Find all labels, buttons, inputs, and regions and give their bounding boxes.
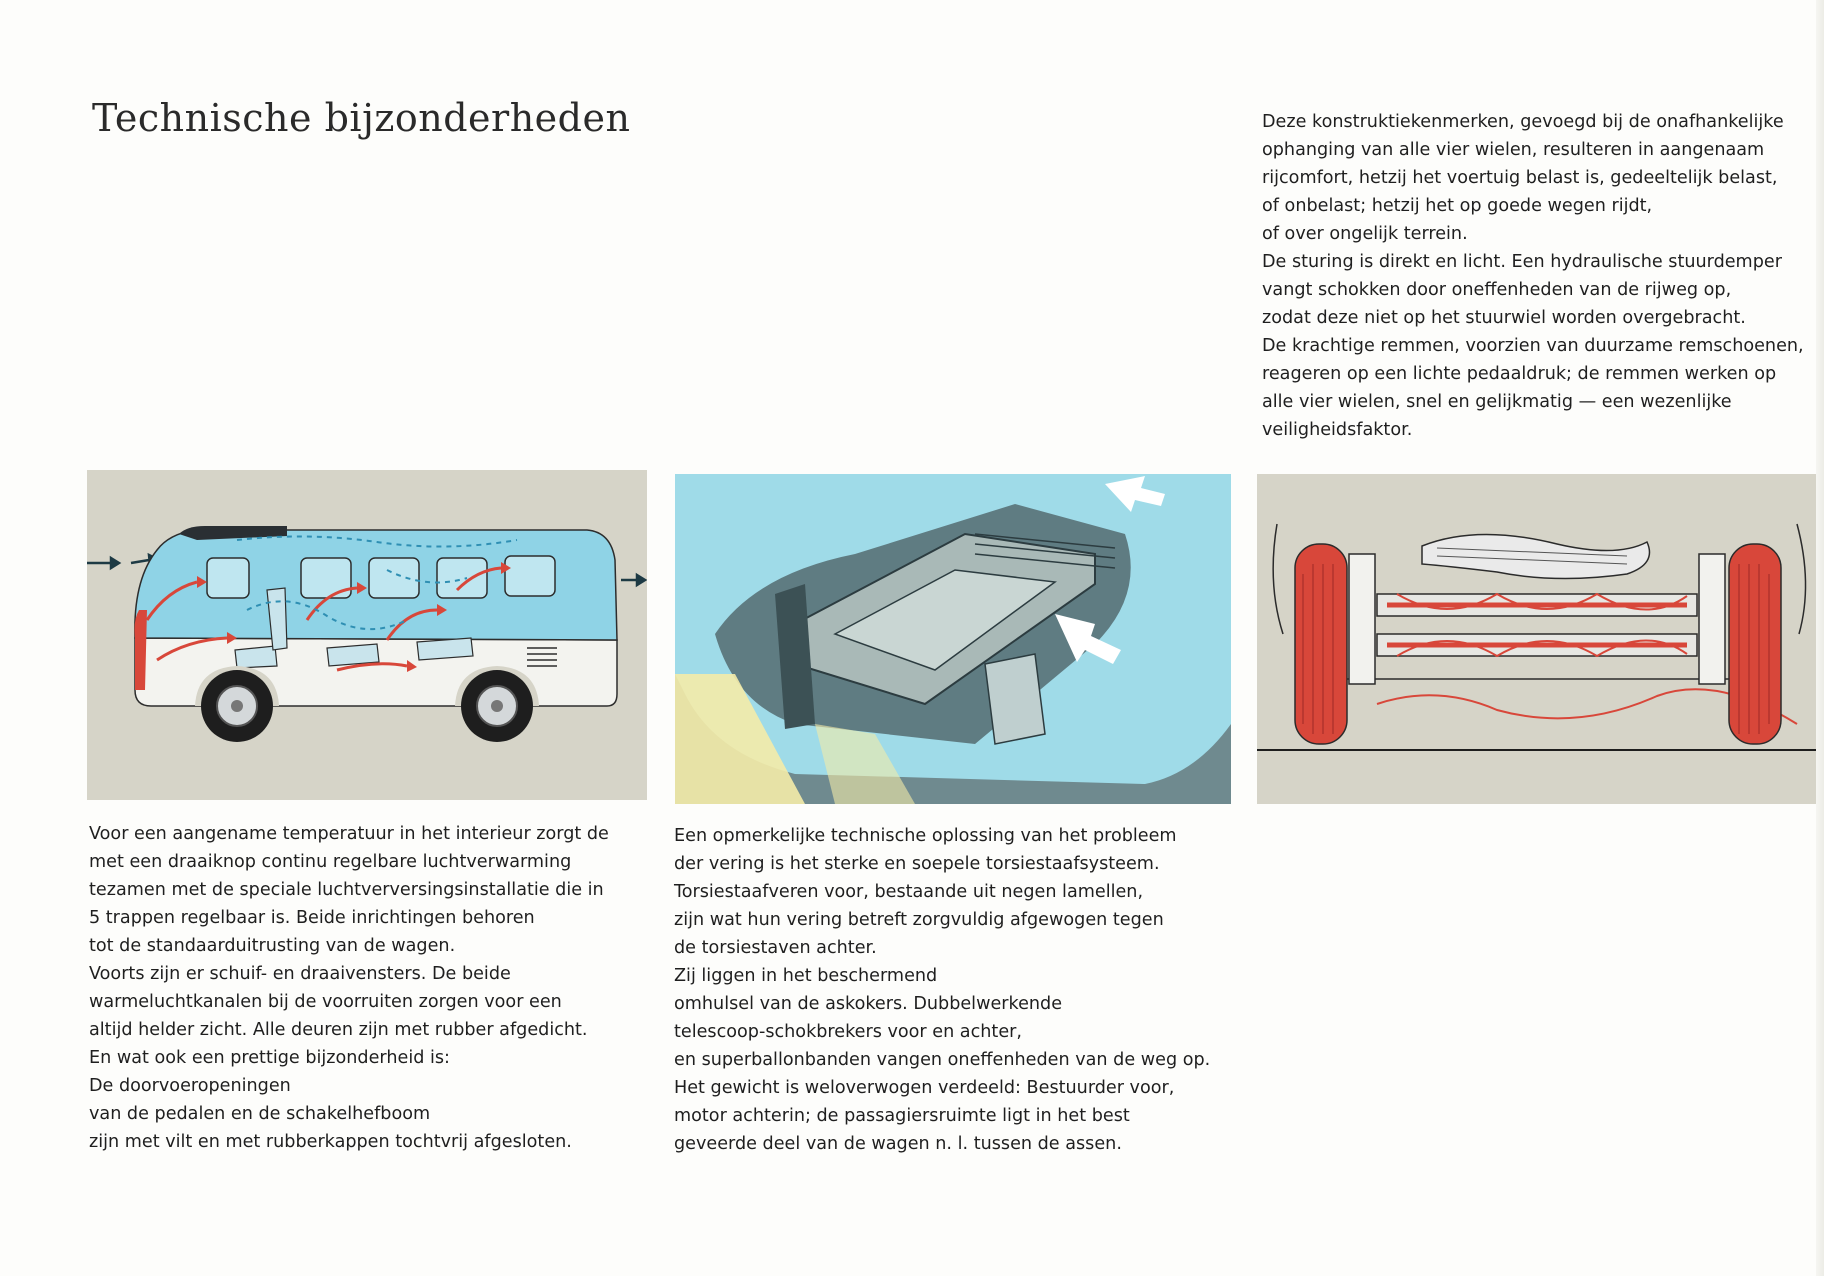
text-line: geveerde deel van de wagen n. l. tussen de assen. [674, 1134, 1122, 1154]
text-line: De doorvoeropeningen [89, 1076, 291, 1096]
text-line: reageren op een lichte pedaaldruk; de remmen werken op [1262, 364, 1777, 384]
text-line: Zij liggen in het beschermend [674, 966, 938, 986]
cab-floor-cutaway-illustration [675, 474, 1231, 804]
text-line: en superballonbanden vangen oneffenheden van de weg op. [674, 1050, 1211, 1070]
bus-ventilation-illustration [87, 470, 647, 800]
text-line: ophanging van alle vier wielen, resulteren in aangenaam [1262, 140, 1765, 160]
text-line: of onbelast; hetzij het op goede wegen rijdt, [1262, 196, 1653, 216]
text-line: Voorts zijn er schuif- en draaivensters. De beide [89, 964, 511, 984]
text-line: van de pedalen en de schakelhefboom [89, 1104, 431, 1124]
text-line: Deze konstruktiekenmerken, gevoegd bij de onafhankelijke [1262, 112, 1784, 132]
page-title: Technische bijzonderheden [92, 96, 631, 140]
text-line: warmeluchtkanalen bij de voorruiten zorgen voor een [89, 992, 562, 1012]
front-axle-torsion-bar-illustration [1257, 474, 1817, 804]
text-line: altijd helder zicht. Alle deuren zijn met rubber afgedicht. [89, 1020, 588, 1040]
text-line: alle vier wielen, snel en gelijkmatig — een wezenlijke [1262, 392, 1732, 412]
text-line: omhulsel van de askokers. Dubbelwerkende [674, 994, 1063, 1014]
text-line: Torsiestaafveren voor, bestaande uit negen lamellen, [674, 882, 1144, 902]
text-line: veiligheidsfaktor. [1262, 420, 1413, 440]
text-line: Het gewicht is weloverwogen verdeeld: Bestuurder voor, [674, 1078, 1175, 1098]
text-line: Voor een aangename temperatuur in het interieur zorgt de [89, 824, 609, 844]
paragraph-suspension-steering-brakes [1262, 108, 1804, 444]
text-line: tot de standaarduitrusting van de wagen. [89, 936, 456, 956]
page-edge-shadow [1816, 0, 1824, 1276]
text-line: de torsiestaven achter. [674, 938, 877, 958]
text-line: De sturing is direkt en licht. Een hydraulische stuurdemper [1262, 252, 1782, 272]
text-line: vangt schokken door oneffenheden van de rijweg op, [1262, 280, 1732, 300]
paragraph-heating-ventilation [89, 820, 609, 1156]
text-line: 5 trappen regelbaar is. Beide inrichtingen behoren [89, 908, 535, 928]
text-line: met een draaiknop continu regelbare luchtverwarming [89, 852, 572, 872]
text-line: zijn wat hun vering betreft zorgvuldig afgewogen tegen [674, 910, 1164, 930]
text-line: Een opmerkelijke technische oplossing van het probleem [674, 826, 1177, 846]
text-line: En wat ook een prettige bijzonderheid is: [89, 1048, 450, 1068]
text-line: rijcomfort, hetzij het voertuig belast is, gedeeltelijk belast, [1262, 168, 1778, 188]
text-line: telescoop-schokbrekers voor en achter, [674, 1022, 1022, 1042]
text-line: zodat deze niet op het stuurwiel worden overgebracht. [1262, 308, 1746, 328]
text-line: motor achterin; de passagiersruimte ligt in het best [674, 1106, 1130, 1126]
text-line: zijn met vilt en met rubberkappen tochtvrij afgesloten. [89, 1132, 572, 1152]
text-line: der vering is het sterke en soepele torsiestaafsysteem. [674, 854, 1160, 874]
text-line: De krachtige remmen, voorzien van duurzame remschoenen, [1262, 336, 1804, 356]
text-line: tezamen met de speciale luchtverversingsinstallatie die in [89, 880, 604, 900]
text-line: of over ongelijk terrein. [1262, 224, 1468, 244]
paragraph-torsion-bar-suspension [674, 822, 1210, 1158]
